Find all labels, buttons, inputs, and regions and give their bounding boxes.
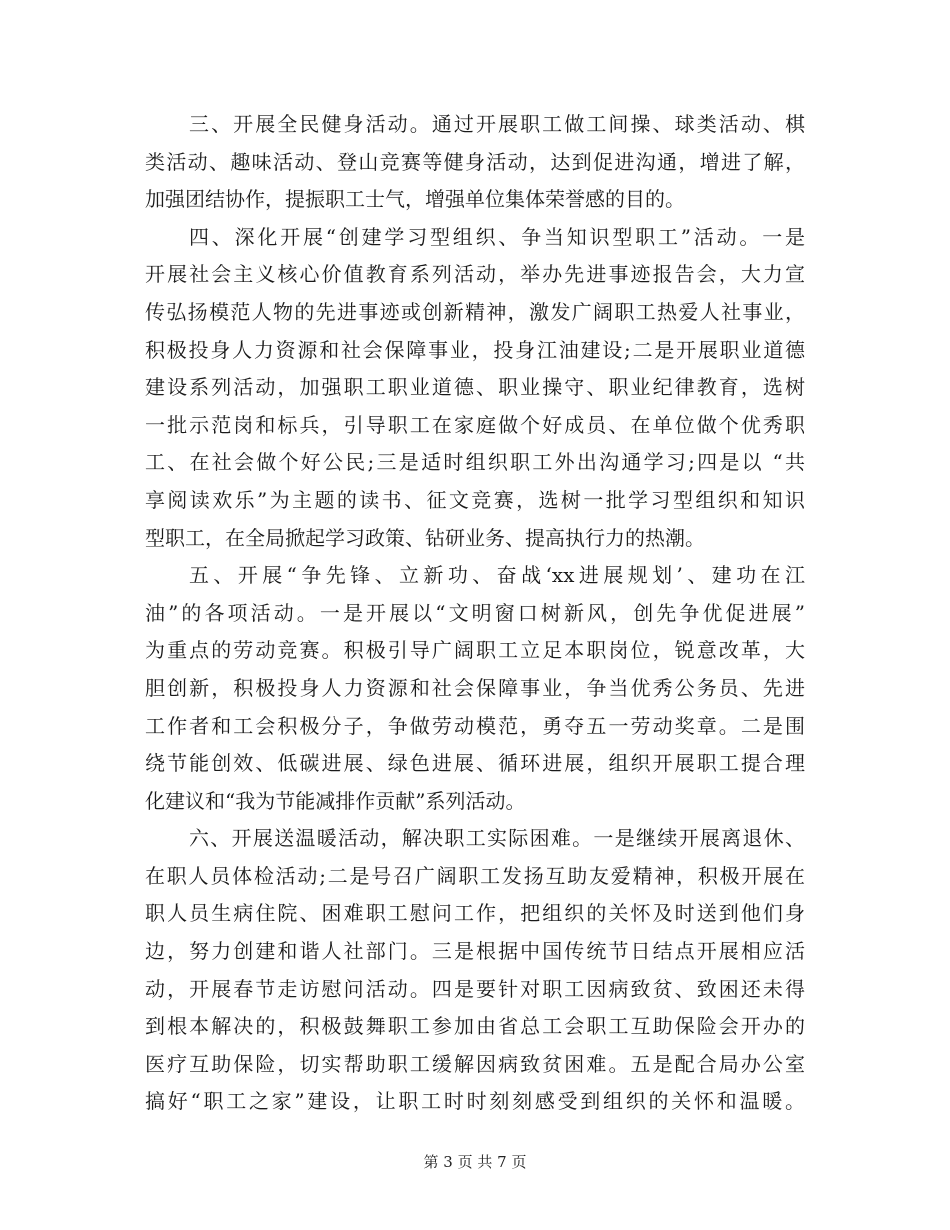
total-pages-number: 7	[497, 1153, 507, 1171]
text-line: 胆创新，积极投身人力资源和社会保障事业，争当优秀公务员、先进	[145, 675, 805, 700]
text-line: 一批示范岗和标兵，引导职工在家庭做个好成员、在单位做个优秀职	[145, 412, 805, 437]
text-line: 在职人员体检活动;二是号召广阔职工发扬互助友爱精神，积极开展在	[145, 863, 805, 888]
page-number-suffix: 页	[511, 1153, 527, 1171]
text-line: 加强团结协作，提振职工士气，增强单位集体荣誉感的目的。	[145, 187, 685, 212]
text-line: 型职工，在全局掀起学习政策、钻研业务、提高执行力的热潮。	[145, 525, 705, 550]
page-number-middle: 页 共	[457, 1153, 493, 1171]
text-line: 工作者和工会积极分子，争做劳动模范，勇夺五一劳动奖章。二是围	[145, 713, 805, 738]
text-line: 动，开展春节走访慰问活动。四是要针对职工因病致贫、致困还未得	[145, 976, 805, 1001]
page-footer	[0, 1152, 950, 1172]
text-line: 医疗互助保险，切实帮助职工缓解因病致贫困难。五是配合局办公室	[145, 1051, 805, 1076]
text-line: 为重点的劳动竞赛。积极引导广阔职工立足本职岗位，锐意改革，大	[145, 638, 805, 663]
text-line: 类活动、趣味活动、登山竞赛等健身活动，达到促进沟通，增进了解，	[145, 149, 805, 174]
paragraph	[145, 219, 805, 557]
current-page-number: 3	[443, 1153, 453, 1171]
text-line: 职人员生病住院、困难职工慰问工作，把组织的关怀及时送到他们身	[145, 901, 805, 926]
text-line: 五、开展“争先锋、立新功、奋战‘xx进展规划’、建功在江	[189, 563, 805, 588]
text-line: 化建议和“我为节能减排作贡献”系列活动。	[145, 788, 526, 813]
text-line: 六、开展送温暖活动，解决职工实际困难。一是继续开展离退休、	[189, 826, 805, 851]
text-line: 绕节能创效、低碳进展、绿色进展、循环进展，组织开展职工提合理	[145, 751, 805, 776]
text-line: 传弘扬模范人物的先进事迹或创新精神，激发广阔职工热爱人社事业，	[145, 299, 805, 324]
document-body	[145, 106, 805, 1121]
text-line: 到根本解决的，积极鼓舞职工参加由省总工会职工互助保险会开办的	[145, 1014, 805, 1039]
text-line: 享阅读欢乐”为主题的读书、征文竞赛，选树一批学习型组织和知识	[145, 487, 805, 512]
paragraph	[145, 106, 805, 219]
text-line: 边，努力创建和谐人社部门。三是根据中国传统节日结点开展相应活	[145, 939, 805, 964]
paragraph	[145, 557, 805, 820]
page-number-prefix: 第	[423, 1153, 439, 1171]
text-line: 搞好“职工之家”建设，让职工时时刻刻感受到组织的关怀和温暖。	[145, 1089, 805, 1114]
text-line: 油”的各项活动。一是开展以“文明窗口树新风，创先争优促进展”	[145, 600, 805, 625]
text-line: 积极投身人力资源和社会保障事业，投身江油建设;二是开展职业道德	[145, 337, 805, 362]
text-line: 建设系列活动，加强职工职业道德、职业操守、职业纪律教育，选树	[145, 375, 805, 400]
text-line: 开展社会主义核心价值教育系列活动，举办先进事迹报告会，大力宣	[145, 262, 805, 287]
text-line: 工、在社会做个好公民;三是适时组织职工外出沟通学习;四是以 “共	[145, 450, 805, 475]
text-line: 四、深化开展“创建学习型组织、争当知识型职工”活动。一是	[189, 224, 805, 249]
text-line: 三、开展全民健身活动。通过开展职工做工间操、球类活动、棋	[189, 112, 805, 136]
paragraph	[145, 820, 805, 1121]
